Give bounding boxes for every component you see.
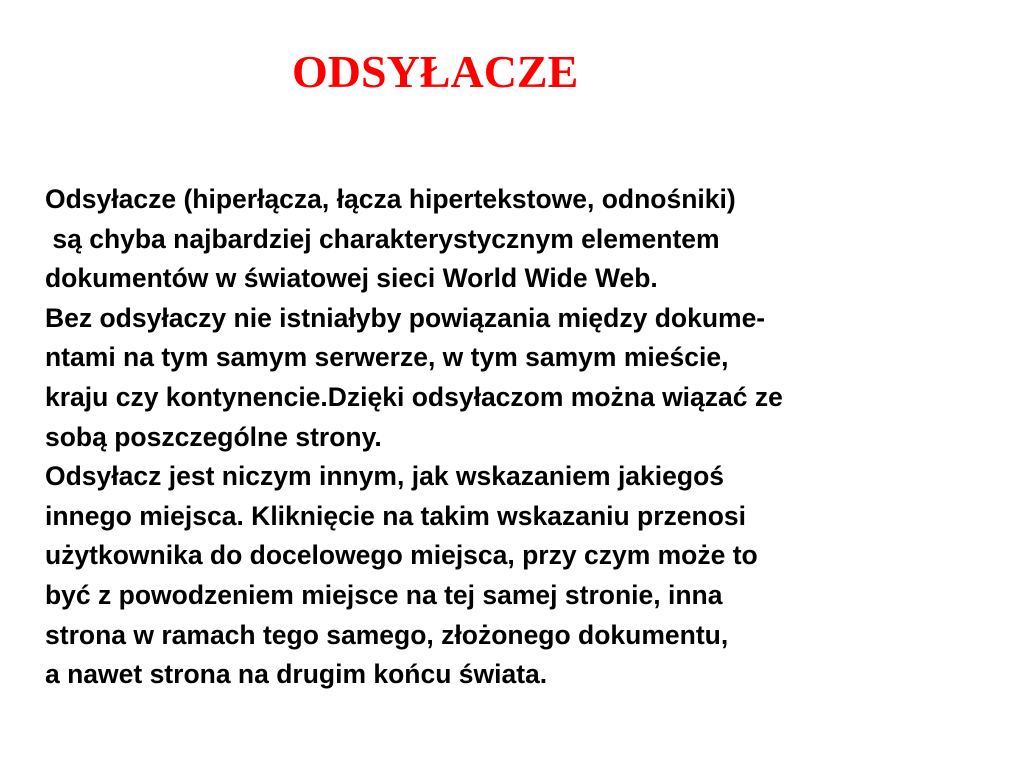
slide-body — [45, 180, 1015, 695]
body-line: kraju czy kontynencie.Dzięki odsyłaczom można wiązać ze — [45, 381, 783, 412]
body-line: użytkownika do docelowego miejsca, przy czym może to — [45, 540, 758, 571]
body-line: Odsyłacze (hiperłącza, łącza hipertekstowe, odnośniki) — [45, 184, 736, 214]
slide-title: ODSYŁACZE — [292, 46, 579, 97]
body-line: są chyba najbardziej charakterystycznym elementem — [45, 223, 720, 254]
body-line: Odsyłacz jest niczym innym, jak wskazaniem jakiegoś — [45, 461, 724, 492]
body-line: strona w ramach tego samego, złożonego dokumentu, — [45, 619, 729, 650]
body-line: innego miejsca. Kliknięcie na takim wskazaniu przenosi — [45, 500, 747, 531]
body-line: ntami na tym samym serwerze, w tym samym mieście, — [45, 342, 729, 373]
body-line: a nawet strona na drugim końcu świata. — [45, 659, 548, 690]
body-line: sobą poszczególne strony. — [45, 421, 382, 452]
body-line: Bez odsyłaczy nie istniałyby powiązania między dokume- — [45, 302, 766, 333]
body-line: dokumentów w światowej sieci World Wide Web. — [45, 263, 658, 294]
body-line: być z powodzeniem miejsce na tej samej stronie, inna — [45, 579, 723, 610]
